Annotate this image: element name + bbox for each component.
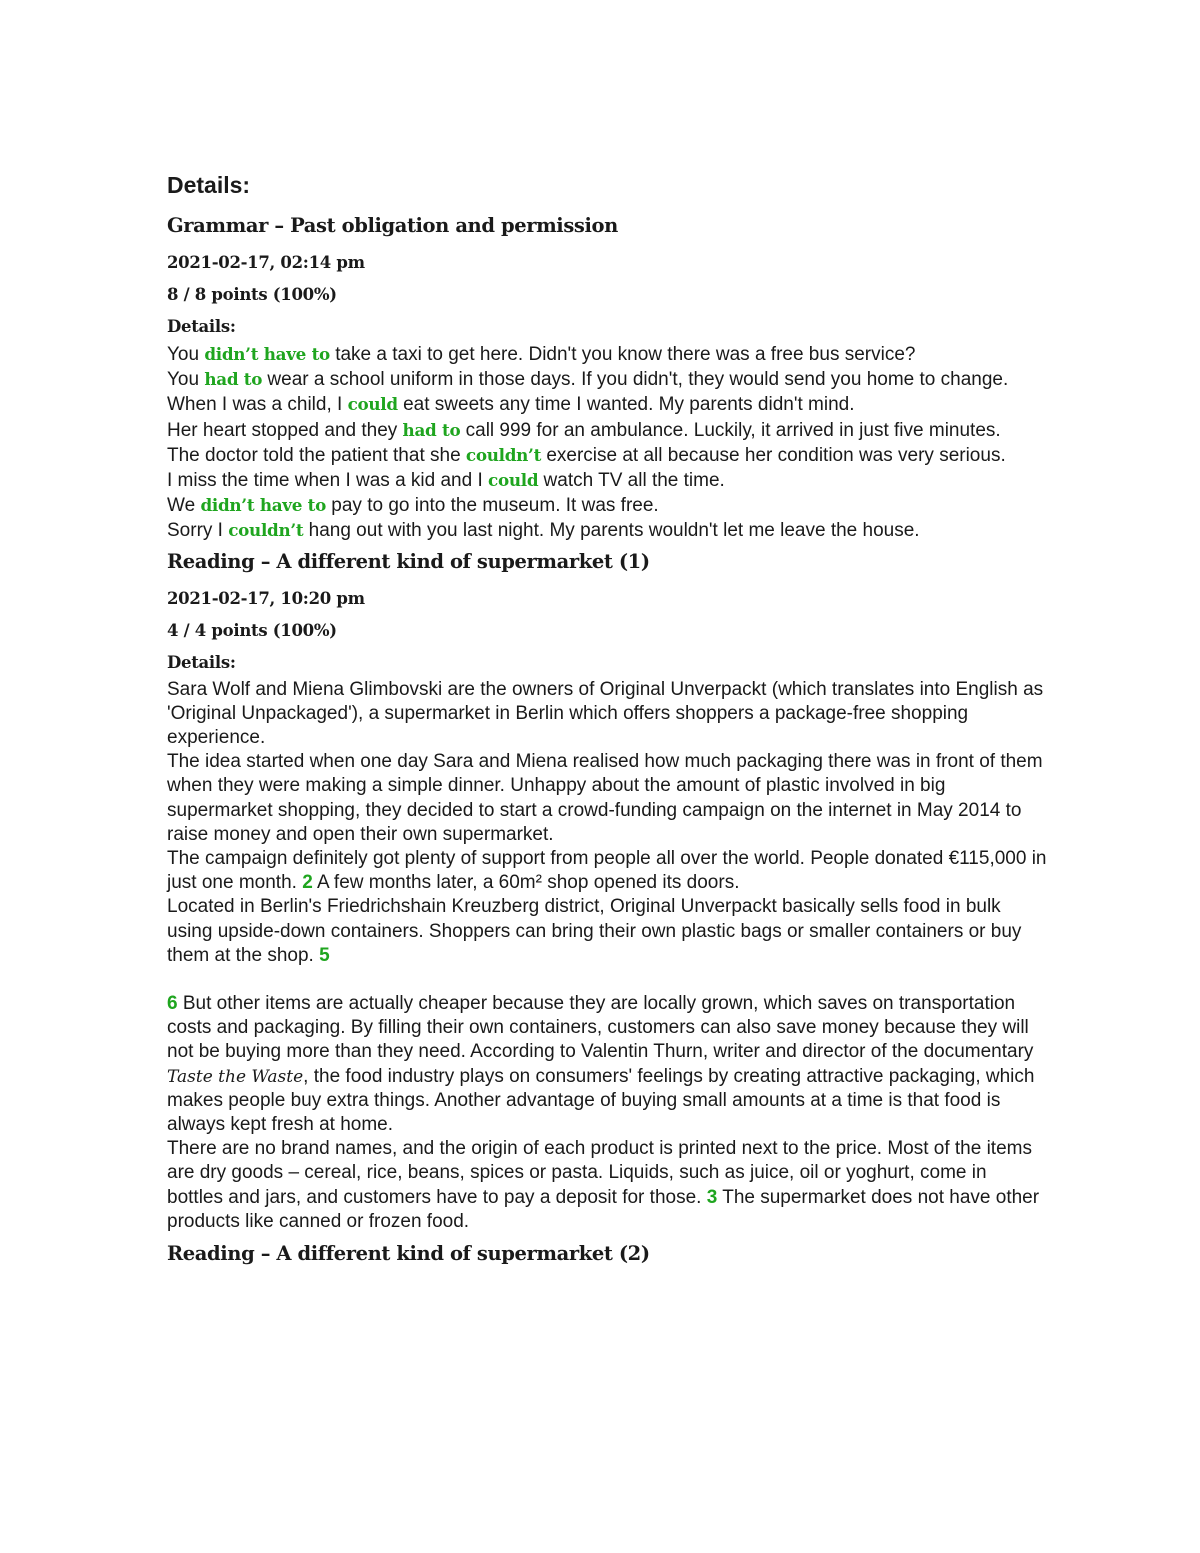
answer-highlight: could [347, 394, 398, 415]
document-page [167, 170, 1047, 1280]
paragraph: The campaign definitely got plenty of support from people all over the world. People donated €115,000 in just one month. 2 A few months later, a 60m² shop opened its doors. [167, 848, 1047, 894]
answer-line-2: You had to wear a school uniform in those days. If you didn't, they would send you home to change. [167, 369, 1009, 391]
answer-number: 2 [302, 872, 313, 894]
answer-highlight: had to [402, 419, 461, 440]
section-title-reading-1: Reading – A different kind of supermarket (1) [167, 549, 650, 573]
paragraph: 6 But other items are actually cheaper because they are locally grown, which saves on transportation costs and packaging. By filling their own containers, customers can also save money because they will not be buying more than they need. According to Valentin Thurn, writer and director of the documentary Taste the Waste, the food industry plays on consumers' feelings by creating attractive packaging, which makes people buy extra things. Another advantage of buying small amounts at a time is that food is always kept fresh at home. [167, 993, 1035, 1136]
answer-highlight: didn’t have to [200, 495, 327, 516]
section-date: 2021-02-17, 02:14 pm [167, 253, 365, 272]
answer-line-1: You didn’t have to take a taxi to get here. Didn't you know there was a free bus service? [167, 344, 916, 365]
answer-line-6: I miss the time when I was a kid and I could watch TV all the time. [167, 470, 725, 492]
paragraph: Located in Berlin's Friedrichshain Kreuzberg district, Original Unverpackt basically sells food in bulk using upside-down containers. Shoppers can bring their own plastic bags or smaller containers or buy them at the shop. 5 [167, 896, 1022, 966]
answer-highlight: could [488, 470, 539, 491]
answer-highlight: had to [204, 369, 263, 390]
answer-line-4: Her heart stopped and they had to call 999 for an ambulance. Luckily, it arrived in just five minutes. [167, 419, 1001, 441]
answer-highlight: didn’t have to [204, 344, 330, 364]
reading-text [167, 678, 1047, 1234]
answer-highlight: couldn’t [228, 520, 304, 541]
answer-number: 6 [167, 993, 178, 1015]
answer-highlight: couldn’t [465, 444, 542, 465]
film-title: Taste the Waste [167, 1066, 304, 1087]
section-title-reading-2: Reading – A different kind of supermarket (2) [167, 1242, 650, 1266]
answer-number: 5 [319, 944, 330, 966]
blank-line [167, 968, 1047, 992]
page-title: Details: [167, 172, 251, 198]
answer-line-8: Sorry I couldn’t hang out with you last night. My parents wouldn't let me leave the house. [167, 520, 920, 542]
paragraph: Sara Wolf and Miena Glimbovski are the owners of Original Unverpackt (which translates into English as 'Original Unpackaged'), a supermarket in Berlin which offers shoppers a package-free shopping experience. [167, 678, 1044, 749]
details-label: Details: [167, 652, 236, 672]
grammar-answers [167, 342, 1047, 544]
section-date: 2021-02-17, 10:20 pm [167, 588, 365, 608]
answer-number: 3 [706, 1186, 718, 1208]
section-score: 4 / 4 points (100%) [167, 620, 337, 640]
answer-line-7: We didn’t have to pay to go into the museum. It was free. [167, 495, 659, 517]
answer-line-3: When I was a child, I could eat sweets any time I wanted. My parents didn't mind. [167, 394, 855, 416]
details-label: Details: [167, 317, 236, 336]
paragraph: There are no brand names, and the origin of each product is printed next to the price. Most of the items are dry goods – cereal, rice, beans, spices or pasta. Liquids, such as juice, oil or yoghurt, come in bottles and jars, and customers have to pay a deposit for those. 3 The supermarket does not have other products like canned or frozen food. [167, 1138, 1040, 1232]
paragraph: The idea started when one day Sara and Miena realised how much packaging there was in front of them when they were making a simple dinner. Unhappy about the amount of plastic involved in big supermarket shopping, they decided to start a crowd-funding campaign on the internet in May 2014 to raise money and open their own supermarket. [167, 751, 1043, 845]
section-score: 8 / 8 points (100%) [167, 285, 337, 304]
section-title-grammar: Grammar – Past obligation and permission [167, 214, 618, 237]
answer-line-5: The doctor told the patient that she couldn’t exercise at all because her condition was very serious. [167, 444, 1006, 466]
